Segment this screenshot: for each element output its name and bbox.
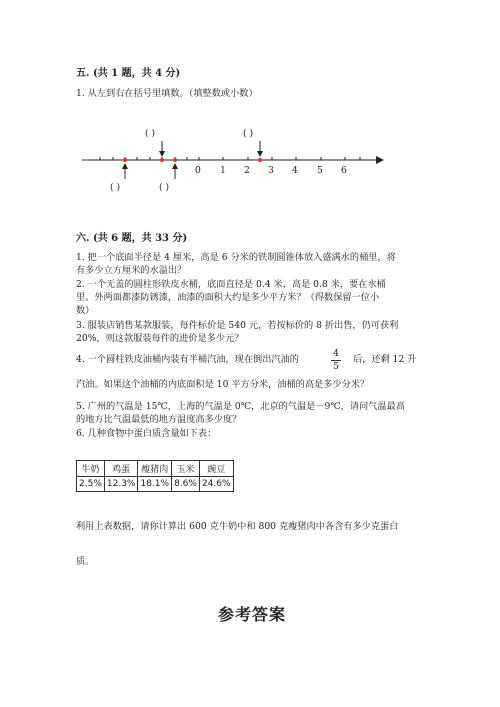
red-marker — [173, 158, 177, 162]
tick-label-5: 5 — [317, 165, 323, 176]
axis-arrowhead — [376, 156, 384, 164]
table-cell: 8.6% — [172, 477, 200, 492]
fraction-denominator: 5 — [333, 362, 339, 372]
tick-label-4: 4 — [292, 165, 298, 176]
q6-4-part1: 4. 一个圆柱铁皮油桶内装有半桶汽油，现在倒出汽油的 — [76, 354, 299, 365]
table-cell: 2.5% — [77, 477, 105, 492]
bottom-blank-2[interactable]: ( ) — [159, 182, 170, 193]
section-6-heading: 六. (共 6 题，共 33 分) — [76, 233, 188, 244]
fraction-bar — [331, 360, 341, 361]
q6-4-line2: 汽油。如果这个油桶的内底面积是 10 平方分米，油桶的高是多少分米？ — [76, 379, 370, 390]
bottom-blank-1[interactable]: ( ) — [110, 182, 121, 193]
table-header-cell: 瘦猪肉 — [138, 461, 172, 477]
q6-2-line3: 数） — [76, 305, 95, 316]
arrowhead-down-icon — [257, 151, 263, 157]
q6-1-line2: 有多少立方厘米的水溢出？ — [76, 265, 187, 276]
tick-label-3: 3 — [268, 165, 274, 176]
q6-6-line1: 6. 几种食物中蛋白质含量如下表： — [76, 428, 217, 439]
tick-label-2: 2 — [244, 165, 250, 176]
q6-6-line2: 利用上表数据，请你计算出 600 克牛奶中和 800 克瘦猪肉中各含有多少克蛋白 — [76, 521, 399, 532]
table-cell: 24.6% — [199, 477, 233, 492]
tick-label-1: 1 — [220, 165, 226, 176]
table-cell: 12.3% — [104, 477, 138, 492]
fraction-numerator: 4 — [333, 349, 339, 359]
red-marker — [123, 158, 127, 162]
fraction-four-fifths — [331, 349, 341, 372]
table-header-row — [77, 461, 234, 477]
table-row — [77, 477, 234, 492]
arrowhead-up-icon — [122, 163, 128, 169]
q6-2-line1: 2. 一个无盖的圆柱形铁皮水桶，底面直径是 0.4 米，高是 0.8 米，要在水桶 — [76, 279, 386, 290]
table-header-cell: 牛奶 — [77, 461, 105, 477]
q6-5-line1: 5. 广州的气温是 15℃，上海的气温是 0℃，北京的气温是－9℃，请问气温最高 — [76, 401, 405, 412]
section-5-heading: 五. (共 1 题，共 4 分) — [76, 68, 181, 79]
q6-1-line1: 1. 把一个底面半径是 4 厘米，高是 6 分米的铁制圆锥体放入盛满水的桶里，将 — [76, 252, 396, 263]
table-cell: 18.1% — [138, 477, 172, 492]
protein-table — [76, 460, 234, 492]
table-header-cell: 豌豆 — [199, 461, 233, 477]
tick-label-0: 0 — [195, 165, 201, 176]
top-blank-1[interactable]: ( ) — [145, 128, 156, 139]
arrowhead-up-icon — [172, 163, 178, 169]
q6-6-line3: 质。 — [76, 556, 95, 567]
red-marker — [258, 158, 262, 162]
q6-3-line2: 20%，则这款服装每件的进价是多少元？ — [76, 333, 244, 344]
table-header-cell: 鸡蛋 — [104, 461, 138, 477]
table-header-cell: 玉米 — [172, 461, 200, 477]
tick-label-6: 6 — [341, 165, 347, 176]
number-line — [0, 0, 500, 210]
red-marker — [160, 158, 164, 162]
arrowhead-down-icon — [159, 151, 165, 157]
answer-title: 参考答案 — [218, 605, 287, 624]
q6-4-part2: 后，还剩 12 升 — [353, 354, 417, 365]
question-5-1: 1. 从左到右在括号里填数。（填整数或小数） — [76, 88, 258, 99]
top-blank-2[interactable]: ( ) — [243, 128, 254, 139]
q6-3-line1: 3. 服装店销售某款服装，每件标价是 540 元，若按标价的 8 折出售，仍可获利 — [76, 320, 399, 331]
q6-2-line2: 里、外两面都漆防锈漆，油漆的面积大约是多少平方米？（得数保留一位小 — [76, 292, 380, 303]
q6-5-line2: 的地方比气温最低的地方温度高多少度？ — [76, 414, 242, 425]
